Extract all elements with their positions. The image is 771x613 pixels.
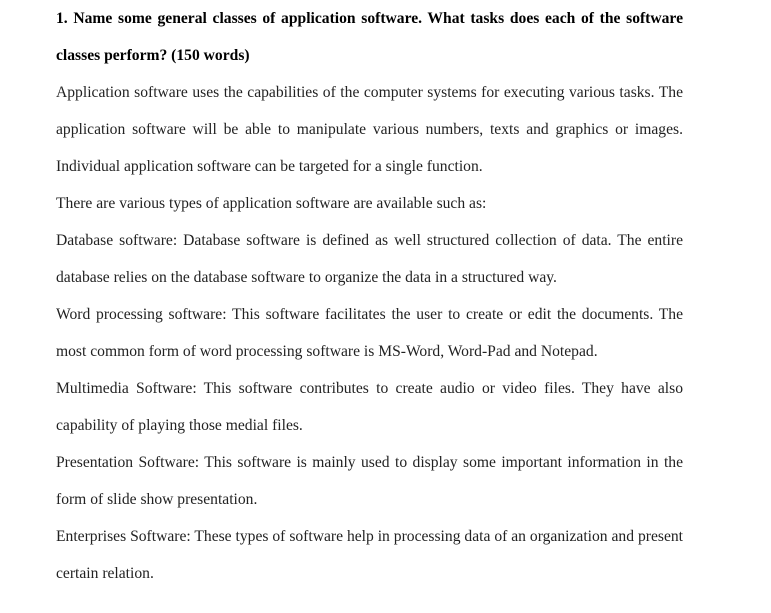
document-body <box>56 0 683 592</box>
paragraph-presentation-software: Presentation Software: This software is mainly used to display some important information in the form of slide show presentation. <box>56 454 683 508</box>
paragraph-types-lead: There are various types of application software are available such as: <box>56 195 487 212</box>
question-heading: 1. Name some general classes of application software. What tasks does each of the software classes perform? (150 words) <box>56 10 683 64</box>
paragraph-database-software: Database software: Database software is defined as well structured collection of data. The entire database relies on the database software to organize the data in a structured way. <box>56 232 683 286</box>
paragraph-enterprise-software: Enterprises Software: These types of software help in processing data of an organization and present certain relation. <box>56 528 683 582</box>
paragraph-intro: Application software uses the capabilities of the computer systems for executing various tasks. The application software will be able to manipulate various numbers, texts and graphics or images. Individual application software can be targeted for a single function. <box>56 84 683 175</box>
paragraph-multimedia-software: Multimedia Software: This software contributes to create audio or video files. They have also capability of playing those medial files. <box>56 380 683 434</box>
paragraph-word-processing-software: Word processing software: This software facilitates the user to create or edit the documents. The most common form of word processing software is MS-Word, Word-Pad and Notepad. <box>56 306 683 360</box>
